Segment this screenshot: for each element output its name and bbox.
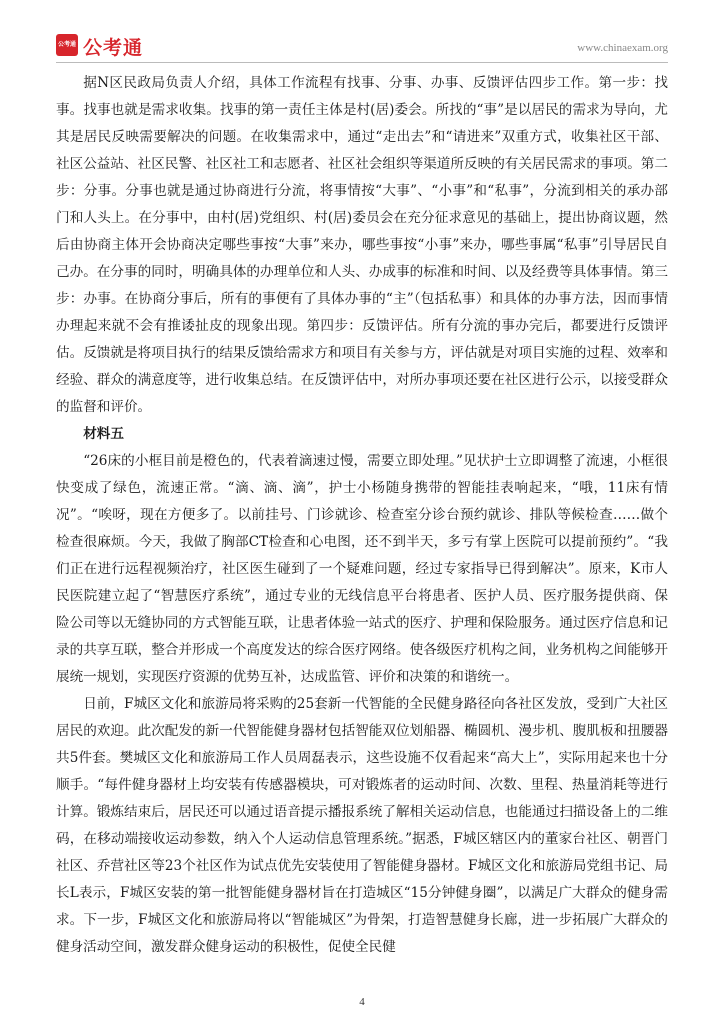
site-url[interactable]: www.chinaexam.org xyxy=(577,42,668,54)
header-divider xyxy=(56,62,668,63)
page-header xyxy=(56,34,668,60)
paragraph-workflow: 据N区民政局负责人介绍，具体工作流程有找事、分事、办事、反馈评估四步工作。第一步：找事。找事也就是需求收集。找事的第一责任主体是村(居)委会。所找的“事”是以居民的需求为导向，尤其是居民反映需要解决的问题。在收集需求中，通过“走出去”和“请进来”双重方式，收集社区干部、社区公益站、社区民警、社区社工和志愿者、社区社会组织等渠道所反映的有关居民需求的事项。第二步：分事。分事也就是通过协商进行分流，将事情按“大事”、“小事”和“私事”，分流到相关的承办部门和人头上。在分事中，由村(居)党组织、村(居)委员会在充分征求意见的基础上，提出协商议题，然后由协商主体开会协商决定哪些事按“大事”来办，哪些事按“小事”来办，哪些事属“私事”引导居民自己办。在分事的同时，明确具体的办理单位和人头、办成事的标准和时间、以及经费等具体事情。第三步：办事。在协商分事后，所有的事便有了具体办事的“主”（包括私事）和具体的办事方法，因而事情办理起来就不会有推诿扯皮的现象出现。第四步：反馈评估。所有分流的事办完后，都要进行反馈评估。反馈就是将项目执行的结果反馈给需求方和项目有关参与方，评估就是对项目实施的过程、效率和经验、群众的满意度等，进行收集总结。在反馈评估中，对所办事项还要在社区进行公示，以接受群众的监督和评价。 xyxy=(56,75,668,415)
paragraph-smart-fitness: 日前，F城区文化和旅游局将采购的25套新一代智能的全民健身路径向各社区发放，受到广大社区居民的欢迎。此次配发的新一代智能健身器材包括智能双位划船器、椭圆机、漫步机、腹肌板和扭腰器共5件套。樊城区文化和旅游局工作人员周磊表示，这些设施不仅看起来“高大上”，实际用起来也十分顺手。“每件健身器材上均安装有传感器模块，可对锻炼者的运动时间、次数、里程、热量消耗等进行计算。锻炼结束后，居民还可以通过语音提示播报系统了解相关运动信息，也能通过扫描设备上的二维码，在移动端接收运动参数，纳入个人运动信息管理系统。”据悉，F城区辖区内的董家台社区、朝晋门社区、乔营社区等23个社区作为试点优先安装使用了智能健身器材。F城区文化和旅游局党组书记、局长L表示，F城区安装的第一批智能健身器材旨在打造城区“15分钟健身圈”，以满足广大群众的健身需求。下一步，F城区文化和旅游局将以“智能城区”为骨架，打造智慧健身长廊，进一步拓展广大群众的健身活动空间，激发群众健身运动的积极性，促使全民健 xyxy=(56,696,669,955)
section-title: 材料五 xyxy=(83,426,124,442)
page-number: 4 xyxy=(359,996,365,1008)
document-body xyxy=(56,70,668,961)
logo-badge-icon: 公考通 xyxy=(56,34,78,56)
paragraph-smart-medical: “26床的小框目前是橙色的，代表着滴速过慢，需要立即处理。”见状护士立即调整了流速，小框很快变成了绿色，流速正常。“滴、滴、滴”，护士小杨随身携带的智能挂表响起来，“哦，11床有情况”。“唉呀，现在方便多了。以前挂号、门诊就诊、检查室分诊台预约就诊、排队等候检查……做个检查很麻烦。今天，我做了胸部CT检查和心电图，还不到半天，多亏有掌上医院可以提前预约”。“我们正在进行远程视频治疗，社区医生碰到了一个疑难问题，经过专家指导已得到解决”。原来，K市人民医院建立起了“智慧医疗系统”，通过专业的无线信息平台将患者、医护人员、医疗服务提供商、保险公司等以无缝协同的方式智能互联，让患者体验一站式的医疗、护理和保险服务。通过医疗信息和记录的共享互联，整合并形成一个高度发达的综合医疗网络。使各级医疗机构之间，业务机构之间能够开展统一规划，实现医疗资源的优势互补，达成监管、评价和决策的和谐统一。 xyxy=(56,453,668,685)
logo-text: 公考通 xyxy=(83,37,144,59)
